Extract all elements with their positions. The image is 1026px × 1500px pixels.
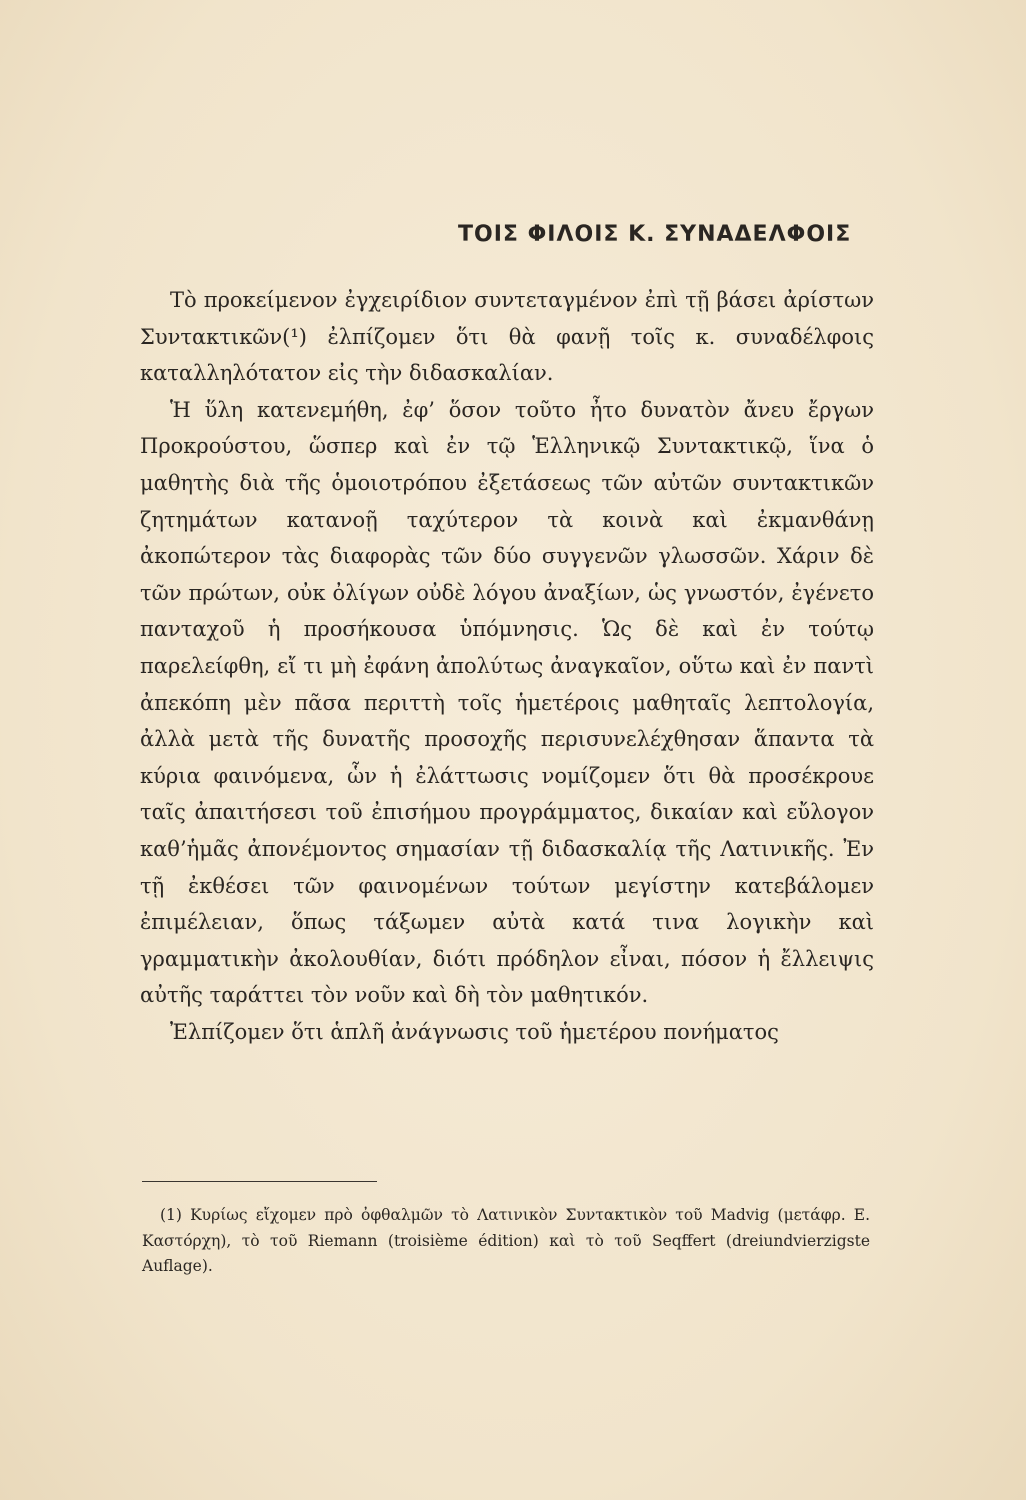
paragraph-main: Ἡ ὕλη κατενεμήθη, ἐφ’ ὅσον τοῦτο ἦτο δυνατὸν ἄνευ ἔργων Προκρούστου, ὥσπερ καὶ ἐν τῷ Ἑλληνικῷ Συντακτικῷ, ἵνα ὁ μαθητὴς διὰ τῆς ὁμοιοτρόπου ἐξετάσεως τῶν αὐτῶν συντακτικῶν ζητημάτων κατανοῇ ταχύτερον τὰ κοινὰ καὶ ἐκμανθάνῃ ἀκοπώτερον τὰς διαφορὰς τῶν δύο συγγενῶν γλωσσῶν. Χάριν δὲ τῶν πρώτων, οὐκ ὀλίγων οὐδὲ λόγου ἀναξίων, ὡς γνωστόν, ἐγένετο πανταχοῦ ἡ προσήκουσα ὑπόμνησις. Ὡς δὲ καὶ ἐν τούτῳ παρελείφθη, εἴ τι μὴ ἐφάνη ἀπολύτως ἀναγκαῖον, οὕτω καὶ ἐν παντὶ ἀπεκόπη μὲν πᾶσα περιττὴ τοῖς ἡμετέροις μαθηταῖς λεπτολογία, ἀλλὰ μετὰ τῆς δυνατῆς προσοχῆς περισυνελέχθησαν ἅπαντα τὰ κύρια φαινόμενα, ὧν ἡ ἐλάττωσις νομίζομεν ὅτι θὰ προσέκρουε ταῖς ἀπαιτήσεσι τοῦ ἐπισήμου προγράμματος, δικαίαν καὶ εὔλογον καθ’ἡμᾶς ἀπονέμοντος σημασίαν τῇ διδασκαλίᾳ τῆς Λατινικῆς. Ἐν τῇ ἐκθέσει τῶν φαινομένων τούτων μεγίστην κατεβάλομεν ἐπιμέλειαν, ὅπως τάξωμεν αὐτὰ κατά τινα λογικὴν καὶ γραμματικὴν ἀκολουθίαν, διότι πρόδηλον εἶναι, πόσον ἡ ἔλλειψις αὐτῆς ταράττει τὸν νοῦν καὶ δὴ τὸν μαθητικόν. [140, 397, 874, 1008]
footnote-divider [142, 1181, 377, 1182]
paragraph-intro: Τὸ προκείμενον ἐγχειρίδιον συντεταγμένον ἐπὶ τῇ βάσει ἀρίστων Συντακτικῶν(¹) ἐλπίζομεν ὅτι θὰ φανῇ τοῖς κ. συναδέλφοις καταλληλότατον εἰς τὴν διδασκαλίαν. [140, 288, 874, 386]
paragraph-closing: Ἐλπίζομεν ὅτι ἁπλῆ ἀνάγνωσις τοῦ ἡμετέρου πονήματος [170, 1019, 779, 1044]
footnote [142, 1203, 870, 1280]
preface-body [140, 282, 874, 1050]
dedication-heading: ΤΟΙΣ ΦΙΛΟΙΣ Κ. ΣΥΝΑΔΕΛΦΟΙΣ [458, 222, 852, 247]
footnote-text: (1) Κυρίως εἴχομεν πρὸ ὀφθαλμῶν τὸ Λατινικὸν Συντακτικὸν τοῦ Madvig (μετάφρ. Ε. Καστόρχη), τὸ τοῦ Riemann (troisième édition) καὶ τὸ τοῦ Seqffert (dreiundvierzigste Auflage). [142, 1206, 870, 1275]
